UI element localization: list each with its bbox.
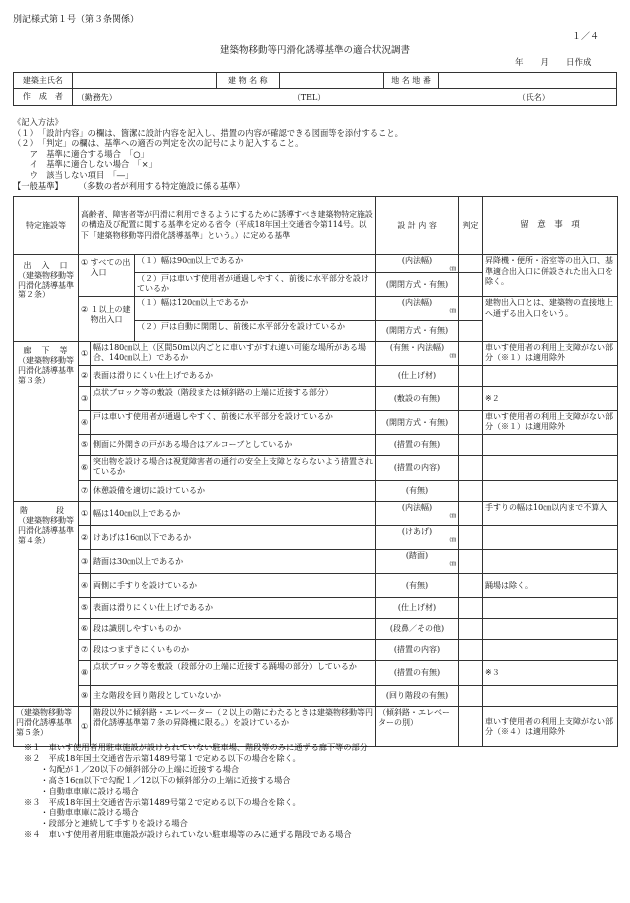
criteria-text: 幅は120㎝以上であるか bbox=[161, 298, 249, 308]
design-cell[interactable] bbox=[376, 526, 459, 550]
building-name-field[interactable] bbox=[279, 73, 383, 89]
section-entrance-article: （建築物移動等円滑化誘導基準第２条） bbox=[18, 270, 74, 300]
judge-cell[interactable] bbox=[459, 619, 483, 640]
author-field[interactable] bbox=[72, 89, 616, 106]
footnote: ※２ 平成18年国土交通省告示第1489号第１で定める以下の場合を除く。 bbox=[24, 752, 301, 763]
col-header-notes: 留 意 事 項 bbox=[483, 197, 618, 255]
design-hint: (有無・内法幅) bbox=[389, 343, 445, 353]
row-number: ③ bbox=[79, 550, 91, 574]
main-table bbox=[13, 196, 618, 747]
instruction-item: ア 基準に適合する場合 「○」 bbox=[13, 148, 149, 159]
design-cell[interactable]: (措置の有無) bbox=[376, 661, 459, 686]
design-cell[interactable]: (開閉方式・有無) bbox=[376, 321, 459, 342]
footnote: ※１ 車いす使用者用駐車施設が設けられていない駐車場、階段等のみに通ずる廊下等の部分 bbox=[24, 742, 368, 752]
instructions bbox=[13, 117, 403, 191]
judge-cell[interactable] bbox=[459, 435, 483, 456]
col-header-design: 設 計 内 容 bbox=[376, 197, 459, 255]
employer-label: （勤務先） bbox=[76, 92, 117, 102]
col-header-judge: 判定 bbox=[459, 197, 483, 255]
section-art5-article: （建築物移動等円滑化誘導基準第５条） bbox=[14, 707, 79, 747]
judge-cell[interactable] bbox=[459, 686, 483, 707]
design-cell[interactable] bbox=[376, 502, 459, 526]
instruction-item: ウ 該当しない項目 「―」 bbox=[13, 169, 134, 180]
design-hint: (内法幅) bbox=[401, 298, 433, 308]
unit-label: ㎝ bbox=[449, 511, 457, 519]
row-number: （１） bbox=[137, 298, 161, 308]
notes-cell: 手すりの幅は10㎝以内まで不算入 bbox=[483, 502, 618, 526]
row-number: ③ bbox=[79, 387, 91, 411]
criteria-text: 両側に手すりを設けているか bbox=[91, 574, 376, 598]
tel-label: （TEL） bbox=[292, 92, 326, 102]
section-entrance bbox=[14, 255, 79, 342]
notes-cell: 昇降機・便所・浴室等の出入口、基準適合出入口に併設された出入口を除く。 bbox=[483, 255, 618, 297]
criteria-cell bbox=[135, 255, 376, 273]
row-number: ① bbox=[79, 707, 91, 747]
judge-cell[interactable] bbox=[459, 342, 483, 366]
notes-cell: 踊場は除く。 bbox=[483, 574, 618, 598]
row-number: （１） bbox=[137, 256, 161, 265]
general-standard-desc: （多数の者が利用する特定施設に係る基準） bbox=[78, 180, 245, 191]
criteria-text: 主な階段を回り階段としていないか bbox=[91, 686, 376, 707]
criteria-cell bbox=[135, 297, 376, 321]
notes-cell: 車いす使用者の利用上支障がない部分（※１）は適用除外 bbox=[483, 411, 618, 435]
design-cell[interactable]: (段鼻／その他) bbox=[376, 619, 459, 640]
notes-cell: 車いす使用者の利用上支障がない部分（※４）は適用除外 bbox=[483, 707, 618, 747]
judge-cell[interactable] bbox=[459, 321, 483, 342]
criteria-text: 点状ブロック等の敷設（階段または傾斜路の上端に近接する部分） bbox=[91, 387, 376, 411]
instruction-item: （２） 「判定」の欄は、基準への適否の判定を次の記号により記入すること。 bbox=[13, 138, 304, 149]
judge-cell[interactable] bbox=[459, 297, 483, 321]
criteria-cell bbox=[135, 273, 376, 297]
author-label: 作 成 者 bbox=[14, 89, 73, 106]
criteria-text: 幅は140㎝以上であるか bbox=[91, 502, 376, 526]
judge-cell[interactable] bbox=[459, 387, 483, 411]
notes-cell bbox=[483, 481, 618, 502]
row-number: ④ bbox=[79, 411, 91, 435]
design-hint: (けあげ) bbox=[401, 527, 433, 537]
notes-cell bbox=[483, 456, 618, 481]
section-corridor-title: 廊 下 等 bbox=[23, 346, 69, 356]
row-number: ② bbox=[79, 526, 91, 550]
criteria-text: 側面に外開きの戸がある場合はアルコーブとしているか bbox=[91, 435, 376, 456]
col-header-facility: 特定施設等 bbox=[14, 197, 79, 255]
notes-cell bbox=[483, 550, 618, 574]
row-number: ⑨ bbox=[79, 686, 91, 707]
row-number: ④ bbox=[79, 574, 91, 598]
footnote: ・自動車車庫に設ける場合 bbox=[24, 807, 139, 818]
judge-cell[interactable] bbox=[459, 456, 483, 481]
judge-cell[interactable] bbox=[459, 526, 483, 550]
row-number: ⑤ bbox=[79, 598, 91, 619]
row-number: ② bbox=[79, 297, 91, 342]
judge-cell[interactable] bbox=[459, 502, 483, 526]
row-number: （２） bbox=[137, 322, 161, 332]
page-number: １／４ bbox=[572, 32, 600, 42]
criteria-text: 段は識別しやすいものか bbox=[91, 619, 376, 640]
notes-cell: 建物出入口とは、建築物の直接地上へ通ずる出入口をいう。 bbox=[483, 297, 618, 342]
design-cell[interactable]: (回り階段の有無) bbox=[376, 686, 459, 707]
design-cell[interactable] bbox=[376, 550, 459, 574]
judge-cell[interactable] bbox=[459, 550, 483, 574]
judge-cell[interactable] bbox=[459, 411, 483, 435]
design-cell[interactable]: (有無) bbox=[376, 574, 459, 598]
instruction-item: イ 基準に適合しない場合 「×」 bbox=[13, 159, 157, 170]
unit-label: ㎝ bbox=[449, 351, 457, 359]
notes-cell: 車いす使用者の利用上支障がない部分（※１）は適用除外 bbox=[483, 342, 618, 366]
col-header-criteria: 高齢者、障害者等が円滑に利用できるようにするために誘導すべき建築物特定施設の構造及び配置に関する基準を定める省令（平成18年国土交通省令第114号。以下「建築物移動等円滑化誘導基準」という。）に定める基準 bbox=[79, 197, 376, 255]
design-cell[interactable]: （傾斜路・エレベーターの別） bbox=[376, 707, 459, 747]
design-cell[interactable]: (措置の有無) bbox=[376, 435, 459, 456]
design-cell[interactable]: (開閉方式・有無) bbox=[376, 273, 459, 297]
footnote: ・高さ16㎝以下で勾配１／12以下の傾斜部分の上端に近接する場合 bbox=[24, 774, 291, 785]
criteria-text: 段はつまずきにくいものか bbox=[91, 640, 376, 661]
design-cell[interactable]: (敷設の有無) bbox=[376, 387, 459, 411]
notes-cell bbox=[483, 598, 618, 619]
design-cell[interactable]: (開閉方式・有無) bbox=[376, 411, 459, 435]
section-stairs bbox=[14, 502, 79, 707]
row-number: ② bbox=[79, 366, 91, 387]
footnote: ※４ 車いす使用者用駐車施設が設けられていない駐車場等のみに通ずる階段である場合 bbox=[24, 829, 352, 840]
criteria-text: 休憩設備を適切に設けているか bbox=[91, 481, 376, 502]
row-number: （２） bbox=[137, 274, 161, 284]
section-stairs-article: （建築物移動等円滑化誘導基準第４条） bbox=[18, 516, 74, 545]
criteria-text: 戸は自動に開閉し、前後に水平部分を設けているか bbox=[161, 322, 345, 332]
general-standard-label: 【一般基準】 bbox=[13, 180, 63, 191]
row-number: ① bbox=[79, 255, 91, 297]
criteria-text: 幅は90㎝以上であるか bbox=[161, 256, 244, 265]
criteria-text: 踏面は30㎝以上であるか bbox=[91, 550, 376, 574]
judge-cell[interactable] bbox=[459, 273, 483, 297]
notes-cell: ※３ bbox=[483, 661, 618, 686]
footnote: ・自動車車庫に設ける場合 bbox=[24, 785, 139, 796]
judge-cell[interactable] bbox=[459, 598, 483, 619]
design-cell[interactable] bbox=[376, 297, 459, 321]
instructions-heading: 《記入方法》 bbox=[13, 117, 63, 127]
row-number: ⑥ bbox=[79, 619, 91, 640]
date-created: 年 月 日作成 bbox=[515, 58, 592, 68]
design-hint: (内法幅) bbox=[401, 503, 433, 513]
section-entrance-title: 出 入 口 bbox=[23, 261, 69, 270]
footnote: ・勾配が１／20以下の傾斜部分の上端に近接する場合 bbox=[24, 763, 240, 774]
notes-cell bbox=[483, 686, 618, 707]
owner-label: 建築主氏名 bbox=[14, 73, 73, 89]
footnote: ※３ 平成18年国土交通省告示第1489号第２で定める以下の場合を除く。 bbox=[24, 796, 301, 807]
criteria-text: けあげは16㎝以下であるか bbox=[91, 526, 376, 550]
design-cell[interactable] bbox=[376, 255, 459, 273]
design-cell[interactable]: (措置の内容) bbox=[376, 456, 459, 481]
document-title: 建築物移動等円滑化誘導基準の適合状況調書 bbox=[219, 45, 410, 56]
row-number: ⑥ bbox=[79, 456, 91, 481]
row-number: ① bbox=[79, 502, 91, 526]
address-field[interactable] bbox=[438, 73, 616, 89]
criteria-text: 戸は車いす使用者が通過しやすく、前後に水平部分を設けているか bbox=[137, 274, 369, 293]
row-number: ⑦ bbox=[79, 640, 91, 661]
notes-cell: ※２ bbox=[483, 387, 618, 411]
criteria-text: 階段以外に傾斜路・エレベーター（２以上の階にわたるときは建築物移動等円滑化誘導基準第７条の昇降機に限る。）を設けているか bbox=[91, 707, 376, 747]
entrance-group-label: すべての出入口 bbox=[91, 255, 135, 297]
design-cell[interactable]: (仕上げ材) bbox=[376, 366, 459, 387]
design-hint: (踏面) bbox=[405, 551, 429, 561]
criteria-text: 点状ブロック等を敷設（段部分の上端に近接する踊場の部分）しているか bbox=[91, 661, 376, 686]
design-cell[interactable]: (有無) bbox=[376, 481, 459, 502]
unit-label: ㎝ bbox=[449, 559, 457, 567]
criteria-text: 表面は滑りにくい仕上げであるか bbox=[91, 366, 376, 387]
criteria-cell bbox=[135, 321, 376, 342]
judge-cell[interactable] bbox=[459, 707, 483, 747]
row-number: ① bbox=[79, 342, 91, 366]
form-label: 別記様式第１号（第３条関係） bbox=[13, 15, 140, 25]
unit-label: ㎝ bbox=[449, 306, 457, 314]
footnote: ・段部分と連続して手すりを設ける場合 bbox=[24, 818, 188, 829]
row-number: ⑧ bbox=[79, 661, 91, 686]
judge-cell[interactable] bbox=[459, 255, 483, 273]
criteria-text: 表面は滑りにくい仕上げであるか bbox=[91, 598, 376, 619]
judge-cell[interactable] bbox=[459, 366, 483, 387]
entrance-group-label: １以上の建物出入口 bbox=[91, 297, 135, 342]
row-number: ⑤ bbox=[79, 435, 91, 456]
name-label: （氏名） bbox=[517, 92, 550, 102]
building-name-label: 建 物 名 称 bbox=[217, 73, 280, 89]
judge-cell[interactable] bbox=[459, 661, 483, 686]
judge-cell[interactable] bbox=[459, 640, 483, 661]
section-corridor bbox=[14, 342, 79, 502]
section-corridor-article: （建築物移動等円滑化誘導基準第３条） bbox=[18, 356, 74, 385]
address-label: 地 名 地 番 bbox=[384, 73, 439, 89]
footnotes bbox=[24, 742, 368, 840]
design-cell[interactable] bbox=[376, 342, 459, 366]
design-cell[interactable]: (措置の内容) bbox=[376, 640, 459, 661]
unit-label: ㎝ bbox=[449, 263, 457, 272]
notes-cell bbox=[483, 619, 618, 640]
design-hint: (内法幅) bbox=[401, 256, 433, 265]
criteria-text: 戸は車いす使用者が通過しやすく、前後に水平部分を設けているか bbox=[91, 411, 376, 435]
notes-cell bbox=[483, 526, 618, 550]
notes-cell bbox=[483, 366, 618, 387]
section-stairs-title: 階 段 bbox=[20, 506, 65, 516]
row-number: ⑦ bbox=[79, 481, 91, 502]
notes-cell bbox=[483, 640, 618, 661]
owner-field[interactable] bbox=[72, 73, 216, 89]
criteria-text: 幅は180㎝以上（区間50m以内ごとに車いすがすれ違い可能な場所がある場合、140㎝以上）であるか bbox=[91, 342, 376, 366]
criteria-text: 突出物を設ける場合は視覚障害者の通行の安全上支障とならないよう措置されているか bbox=[91, 456, 376, 481]
unit-label: ㎝ bbox=[449, 535, 457, 543]
judge-cell[interactable] bbox=[459, 574, 483, 598]
info-table bbox=[13, 72, 617, 106]
instruction-item: （１） 「設計内容」の欄は、箇潔に設計内容を記入し、措置の内容が確認できる図面等を添付すること。 bbox=[13, 127, 403, 138]
notes-cell bbox=[483, 435, 618, 456]
judge-cell[interactable] bbox=[459, 481, 483, 502]
design-cell[interactable]: (仕上げ材) bbox=[376, 598, 459, 619]
